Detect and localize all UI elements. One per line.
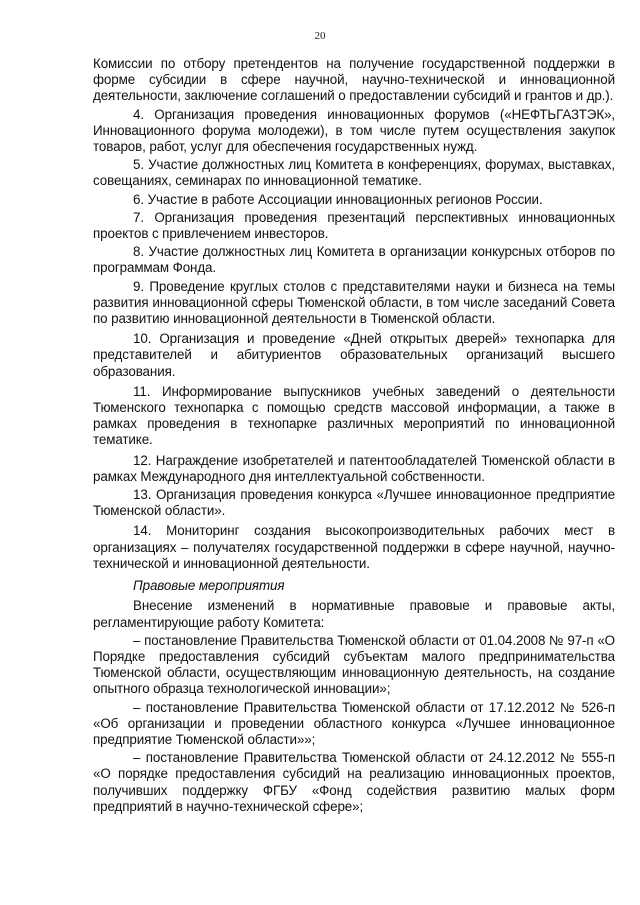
page-number: 20 [314, 30, 326, 42]
paragraph-item-7: 7. Организация проведения презентаций перспективных инновационных проектов с привлечением инвесторов. [93, 209, 615, 242]
legal-item-3: – постановление Правительства Тюменской области от 24.12.2012 № 555-п «О порядке предоставления субсидий на реализацию инновационных проектов, получивших поддержку ФГБУ «Фонд содействия развитию малых форм предприятий в научно-технической сфере»; [93, 750, 615, 814]
paragraph-item-11: 11. Информирование выпускников учебных заведений о деятельности Тюменского технопарка с помощью средств массовой информации, а также в рамках проведения в технопарке различных мероприятий по инновационной тематике. [93, 383, 615, 448]
paragraph-item-8: 8. Участие должностных лиц Комитета в организации конкурсных отборов по программам Фонда. [93, 244, 615, 276]
paragraph-item-5: 5. Участие должностных лиц Комитета в конференциях, форумах, выставках, совещаниях, семинарах по инновационной тематике. [93, 157, 615, 189]
paragraph-item-12: 12. Награждение изобретателей и патентообладателей Тюменской области в рамках Международного дня интеллектуальной собственности. [93, 452, 615, 484]
paragraph-item-10: 10. Организация и проведение «Дней открытых дверей» технопарка для представителей и абитуриентов образовательных организаций высшего образования. [93, 331, 615, 379]
legal-section-heading: Правовые мероприятия [133, 578, 285, 594]
legal-item-1: – постановление Правительства Тюменской области от 01.04.2008 № 97-п «О Порядке предоставления субсидий субъектам малого предпринимательства Тюменской области, осуществляющим инновационную деятельность, на создание опытного образца технологической инновации»; [93, 632, 615, 697]
legal-intro: Внесение изменений в нормативные правовые и правовые акты, регламентирующие работу Комитета: [93, 598, 615, 630]
document-body [93, 56, 615, 815]
paragraph-continuation: Комиссии по отбору претендентов на получение государственной поддержки в форме субсидии в сфере научной, научно-технической и инновационной деятельности, заключение соглашений о предоставлении субсидий и грантов и др.). [93, 56, 615, 104]
paragraph-item-9: 9. Проведение круглых столов с представителями науки и бизнеса на темы развития инновационной сферы Тюменской области, в том числе заседаний Совета по развитию инновационной деятельности в Тюменской области. [93, 278, 615, 327]
legal-item-2: – постановление Правительства Тюменской области от 17.12.2012 № 526-п «Об организации и проведении областного конкурса «Лучшее инновационное предприятие Тюменской области»»; [93, 699, 615, 747]
paragraph-item-6: 6. Участие в работе Ассоциации инновационных регионов России. [133, 191, 543, 207]
paragraph-item-13: 13. Организация проведения конкурса «Лучшее инновационное предприятие Тюменской области». [93, 487, 615, 519]
paragraph-item-14: 14. Мониторинг создания высокопроизводительных рабочих мест в организациях – получателях государственной поддержки в сфере научной, научно-технической и инновационной деятельности. [93, 523, 615, 571]
paragraph-item-4: 4. Организация проведения инновационных форумов («НЕФТЬГАЗТЭК», Инновационного форума молодежи), в том числе путем осуществления закупок товаров, работ, услуг для обеспечения государственных нужд. [93, 106, 615, 155]
